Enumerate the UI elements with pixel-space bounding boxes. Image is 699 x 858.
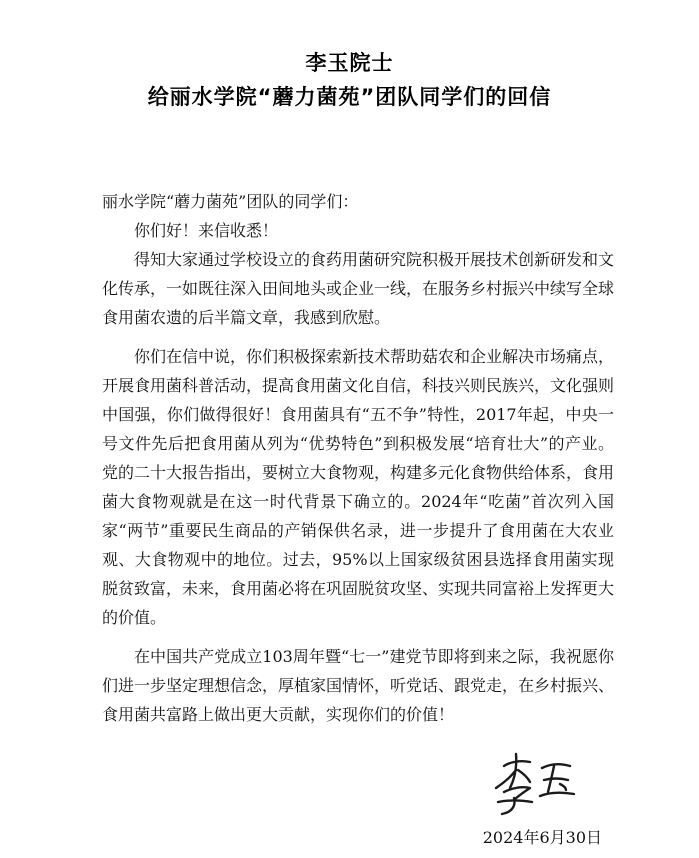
letter-header (0, 46, 699, 114)
author-title: 李玉院士 (305, 51, 394, 75)
paragraph-1: 得知大家通过学校设立的食药用菌研究院积极开展技术创新研发和文化传承，一如既往深入田间地头或企业一线，在服务乡村振兴中续写全球食用菌农遗的后半篇文章，我感到欣慰。 (102, 250, 615, 327)
salutation: 丽水学院“蘑力菌苑”团队的同学们： (102, 192, 359, 211)
paragraph-2: 你们在信中说，你们积极探索新技术帮助菇农和企业解决市场痛点，开展食用菌科普活动，提高食用菌文化自信，科技兴则民族兴，文化强则中国强，你们做得很好！食用菌具有“五不争”特性，2017年起，中央一号文件先后把食用菌从列为“优势特色”到积极发展“培育壮大”的产业。党的二十大报告指出，要树立大食物观，构建多元化食物供给体系，食用菌大食物观就是在这一时代背景下确立的。2024年“吃菌”首次列入国家“两节”重要民生商品的产销保供名录，进一步提升了食用菌在大农业观、大食物观中的地位。过去，95%以上国家级贫困县选择食用菌实现脱贫致富，未来，食用菌必将在巩固脱贫攻坚、实现共同富裕上发挥更大的价值。 (102, 347, 615, 627)
paragraph-greeting: 你们好！来信收悉！ (134, 221, 279, 240)
letter-date: 2024年6月30日 (482, 828, 602, 847)
paragraph-3: 在中国共产党成立103周年暨“七一”建党节即将到来之际，我祝愿你们进一步坚定理想信念，厚植家国情怀，听党话、跟党走，在乡村振兴、食用菌共富路上做出更大贡献，实现你们的价值！ (102, 647, 615, 724)
letter-title: 给丽水学院“蘑力菌苑”团队同学们的回信 (147, 85, 552, 109)
handwritten-signature-icon (490, 748, 580, 818)
letter-body (102, 187, 614, 729)
